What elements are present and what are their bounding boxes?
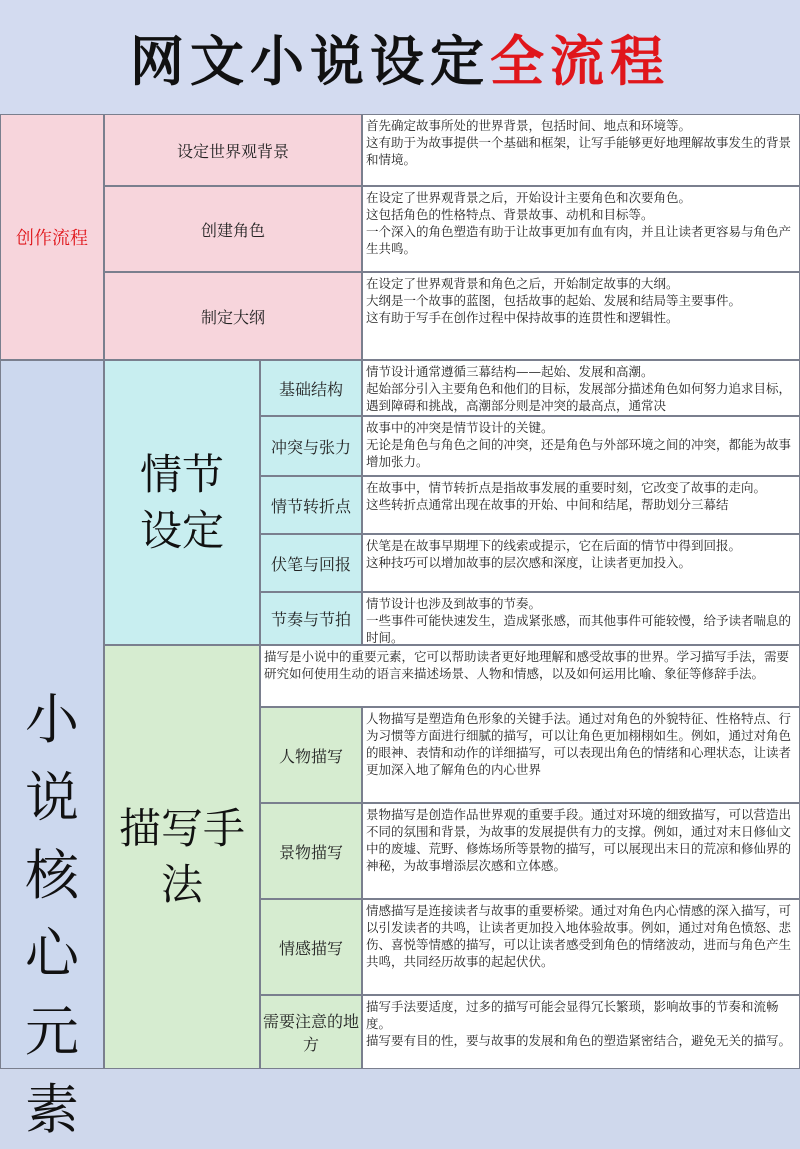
desc-row-3-desc-cell — [362, 899, 800, 995]
desc-line: 情感描写是连接读者与故事的重要桥梁。通过对角色内心情感的深入描写，可以引发读者的共鸣，让读者更加投入地体验故事。例如，通过对角色愤怒、悲伤、喜悦等情感的描写，可以让读者感受到角色的情绪波动，进而与角色产生共鸣，共同经历故事的起起伏伏。 — [366, 903, 792, 969]
title-black-part: 网文小说设定 — [130, 28, 490, 93]
desc-line: 情节设计通常遵循三幕结构——起始、发展和高潮。 — [366, 364, 654, 379]
page-title — [0, 0, 800, 114]
desc-line: 描写手法要适度，过多的描写可能会显得冗长繁琐，影响故事的节奏和流畅度。 — [366, 999, 779, 1031]
desc-line: 大纲是一个故事的蓝图，包括故事的起始、发展和结局等主要事件。 — [366, 293, 742, 308]
creation-row-2-label-cell — [104, 186, 362, 272]
desc-line: 无论是角色与角色之间的冲突，还是角色与外部环境之间的冲突，都能为故事增加张力。 — [366, 437, 792, 469]
desc-category-label: 描写手法 — [118, 804, 245, 909]
desc-row-2-label-cell — [260, 803, 362, 899]
desc-line: 描写要有目的性，要与故事的发展和角色的塑造紧密结合，避免无关的描写。 — [366, 1033, 792, 1048]
plot-row-1-desc-cell — [362, 360, 800, 416]
desc-category-cell — [104, 645, 260, 1069]
row-label: 冲突与张力 — [270, 437, 351, 457]
plot-row-2-desc-cell — [362, 416, 800, 476]
row-label: 景物描写 — [278, 842, 343, 862]
creation-row-2-desc-cell — [362, 186, 800, 272]
plot-row-3-desc-cell — [362, 476, 800, 534]
row-label: 设定世界观背景 — [176, 141, 289, 161]
desc-row-1-label-cell — [260, 707, 362, 803]
desc-intro-text: 描写是小说中的重要元素，它可以帮助读者更好地理解和感受故事的世界。学习描写手法，需要研究如何使用生动的语言来描述场景、人物和情感，以及如何运用比喻、象征等修辞手法。 — [264, 649, 790, 681]
desc-row-3-label-cell — [260, 899, 362, 995]
row-label: 人物描写 — [278, 746, 343, 766]
desc-line: 起始部分引入主要角色和他们的目标，发展部分描述角色如何努力追求目标，遇到障碍和挑战，高潮部分则是冲突的最高点，通常决 — [366, 381, 792, 413]
plot-category-label: 情节设定 — [139, 449, 224, 555]
desc-line: 在故事中，情节转折点是指故事发展的重要时刻，它改变了故事的走向。 — [366, 480, 767, 495]
creation-category-label: 创作流程 — [16, 228, 88, 249]
row-label: 伏笔与回报 — [270, 554, 351, 574]
creation-row-3-desc-cell — [362, 272, 800, 360]
desc-line: 在设定了世界观背景和角色之后，开始制定故事的大纲。 — [366, 276, 679, 291]
core-category-label: 小说核心元素 — [25, 688, 79, 1141]
desc-line: 这些转折点通常出现在故事的开始、中间和结尾，帮助划分三幕结 — [366, 497, 729, 512]
desc-line: 这种技巧可以增加故事的层次感和深度，让读者更加投入。 — [366, 555, 692, 570]
desc-line: 在设定了世界观背景之后，开始设计主要角色和次要角色。 — [366, 190, 692, 205]
row-label: 需要注意的地方 — [263, 1012, 360, 1054]
row-label: 情节转折点 — [270, 496, 351, 516]
plot-row-5-label-cell — [260, 592, 362, 645]
plot-row-3-label-cell — [260, 476, 362, 534]
desc-intro-cell — [260, 645, 800, 707]
row-label: 情感描写 — [278, 938, 343, 958]
desc-row-4-desc-cell — [362, 995, 800, 1069]
desc-row-2-desc-cell — [362, 803, 800, 899]
creation-category-cell — [0, 114, 104, 360]
desc-line: 这有助于为故事提供一个基础和框架，让写手能够更好地理解故事发生的背景和情境。 — [366, 135, 792, 167]
content-table — [0, 114, 800, 1141]
plot-row-4-desc-cell — [362, 534, 800, 592]
desc-line: 一个深入的角色塑造有助于让故事更加有血有肉，并且让读者更容易与角色产生共鸣。 — [366, 224, 792, 256]
desc-line: 一些事件可能快速发生，造成紧张感，而其他事件可能较慢，给予读者喘息的时间。 — [366, 613, 792, 645]
desc-line: 伏笔是在故事早期埋下的线索或提示，它在后面的情节中得到回报。 — [366, 538, 742, 553]
creation-row-3-label-cell — [104, 272, 362, 360]
plot-category-cell — [104, 360, 260, 645]
desc-line: 首先确定故事所处的世界背景，包括时间、地点和环境等。 — [366, 118, 692, 133]
desc-line: 这包括角色的性格特点、背景故事、动机和目标等。 — [366, 207, 654, 222]
row-label: 创建角色 — [200, 220, 265, 240]
desc-line: 人物描写是塑造角色形象的关键手法。通过对角色的外貌特征、性格特点、行为习惯等方面进行细腻的描写，可以让角色更加栩栩如生。例如，通过对角色的眼神、表情和动作的详细描写，可以表现出角色的情绪和心理状态，让读者更加深入地了解角色的内心世界 — [366, 711, 792, 777]
desc-line: 景物描写是创造作品世界观的重要手段。通过对环境的细致描写，可以营造出不同的氛围和背景，为故事的发展提供有力的支撑。例如，通过对末日修仙文中的废墟、荒野、修炼场所等景物的描写，可以展现出末日的荒凉和修仙界的神秘，为故事增添层次感和立体感。 — [366, 807, 792, 873]
plot-row-5-desc-cell — [362, 592, 800, 645]
creation-row-1-desc-cell — [362, 114, 800, 186]
plot-row-1-label-cell — [260, 360, 362, 416]
row-label: 制定大纲 — [200, 307, 265, 327]
title-red-part: 全流程 — [490, 28, 670, 93]
desc-line: 故事中的冲突是情节设计的关键。 — [366, 420, 554, 435]
desc-row-1-desc-cell — [362, 707, 800, 803]
desc-line: 这有助于写手在创作过程中保持故事的连贯性和逻辑性。 — [366, 310, 679, 325]
row-label: 节奏与节拍 — [270, 610, 351, 629]
creation-row-1-label-cell — [104, 114, 362, 186]
plot-row-4-label-cell — [260, 534, 362, 592]
desc-row-4-label-cell — [260, 995, 362, 1069]
row-label: 基础结构 — [278, 379, 343, 399]
plot-row-2-label-cell — [260, 416, 362, 476]
desc-line: 情节设计也涉及到故事的节奏。 — [366, 596, 542, 611]
core-category-cell — [0, 360, 104, 1141]
